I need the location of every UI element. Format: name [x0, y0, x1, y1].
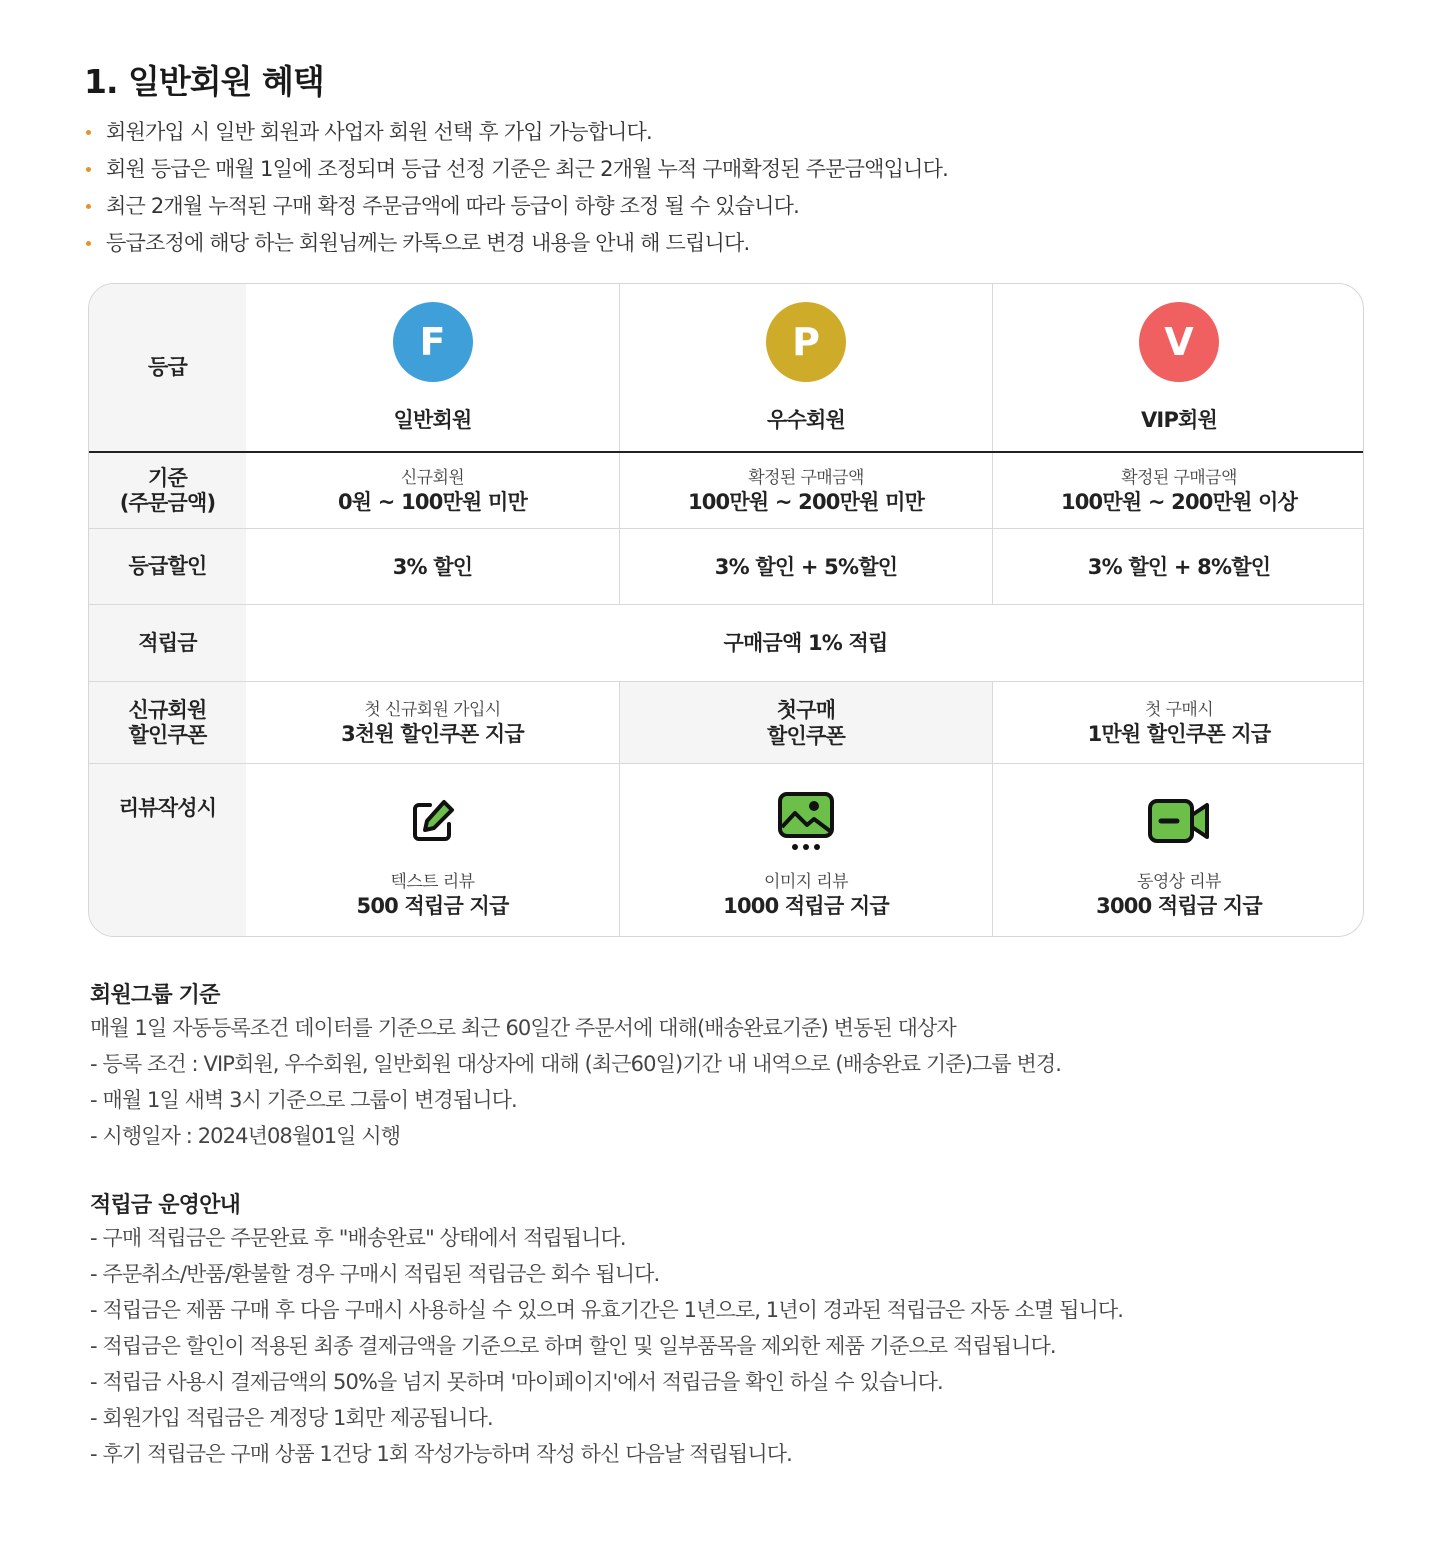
discount-cell-vip [992, 529, 1364, 604]
points-line: - 적립금은 제품 구매 후 다음 구매시 사용하실 수 있으며 유효기간은 1년으로, 1년이 경과된 적립금은 자동 소멸 됩니다. [90, 1298, 1124, 1322]
discount-row-label: 등급할인 [89, 529, 246, 604]
points-line: - 회원가입 적립금은 계정당 1회만 제공됩니다. [90, 1406, 493, 1430]
review-caption: 이미지 리뷰 [764, 872, 848, 892]
review-reward: 3000 적립금 지급 [1096, 894, 1262, 918]
review-reward: 1000 적립금 지급 [723, 894, 889, 918]
image-icon [774, 789, 838, 853]
label-line: 신규회원 [128, 697, 207, 722]
grade-cell-vip [992, 284, 1364, 451]
criteria-cell-excellent [619, 453, 992, 528]
group-line: - 등록 조건 : VIP회원, 우수회원, 일반회원 대상자에 대해 (최근60일)기간 내 내역으로 (배송완료 기준)그룹 변경. [90, 1052, 1062, 1076]
points-row [89, 605, 1364, 682]
coupon-cell-excellent [619, 682, 992, 763]
grade-name-excellent: 우수회원 [767, 407, 845, 432]
grade-badge-vip [1139, 302, 1219, 382]
discount-row [89, 529, 1364, 605]
points-section-title: 적립금 운영안내 [90, 1193, 241, 1218]
review-cell-video [992, 764, 1364, 937]
points-cell [246, 605, 1364, 681]
group-line: - 시행일자 : 2024년08월01일 시행 [90, 1124, 401, 1148]
grade-benefit-table [88, 283, 1364, 937]
review-reward: 500 적립금 지급 [356, 894, 509, 918]
video-icon [1147, 789, 1211, 853]
group-section-lines [90, 1010, 1061, 1154]
criteria-row-label [89, 453, 246, 528]
coupon-caption: 첫 구매시 [1144, 699, 1214, 720]
review-cell-text [246, 764, 619, 937]
intro-bullet-list [84, 114, 948, 262]
coupon-line: 할인쿠폰 [767, 723, 845, 748]
criteria-caption: 확정된 구매금액 [1121, 467, 1237, 488]
label-line: (주문금액) [119, 490, 216, 515]
page-title: 1. 일반회원 혜택 [84, 62, 324, 101]
grade-row-label: 등급 [89, 284, 246, 451]
intro-bullet: 회원가입 시 일반 회원과 사업자 회원 선택 후 가입 가능합니다. [84, 114, 948, 151]
points-section-lines [90, 1220, 1123, 1472]
coupon-row-label [89, 682, 246, 763]
points-line: - 적립금은 할인이 적용된 최종 결제금액을 기준으로 하며 할인 및 일부품목을 제외한 제품 기준으로 적립됩니다. [90, 1334, 1056, 1358]
criteria-value: 0원 ~ 100만원 미만 [337, 489, 527, 514]
coupon-caption: 첫 신규회원 가입시 [364, 699, 501, 720]
criteria-value: 100만원 ~ 200만원 미만 [687, 489, 925, 514]
intro-bullet: 최근 2개월 누적된 구매 확정 주문금액에 따라 등급이 하향 조정 될 수 있습니다. [84, 188, 948, 225]
grade-cell-general [246, 284, 619, 451]
coupon-row [89, 682, 1364, 764]
discount-cell-excellent [619, 529, 992, 604]
badge-letter: F [419, 319, 446, 364]
points-row-label: 적립금 [89, 605, 246, 681]
points-line: - 적립금 사용시 결제금액의 50%을 넘지 못하며 '마이페이지'에서 적립금을 확인 하실 수 있습니다. [90, 1370, 943, 1394]
grade-header-row [89, 284, 1364, 453]
discount-value: 3% 할인 + 8%할인 [1087, 554, 1271, 579]
criteria-cell-vip [992, 453, 1364, 528]
label-line: 기준 [148, 465, 187, 490]
grade-badge-general [393, 302, 473, 382]
review-caption: 동영상 리뷰 [1137, 872, 1221, 892]
coupon-value: 3천원 할인쿠폰 지급 [341, 721, 524, 746]
grade-name-vip: VIP회원 [1140, 407, 1218, 432]
label-line: 리뷰작성시 [118, 796, 217, 820]
edit-icon [401, 789, 465, 853]
group-line: 매월 1일 자동등록조건 데이터를 기준으로 최근 60일간 주문서에 대해(배송완료기준) 변동된 대상자 [90, 1016, 956, 1040]
discount-value: 3% 할인 [392, 554, 473, 579]
coupon-cell-vip [992, 682, 1364, 763]
group-section-title: 회원그룹 기준 [90, 983, 220, 1008]
grade-name-general: 일반회원 [393, 407, 472, 432]
points-value: 구매금액 1% 적립 [723, 631, 888, 655]
group-line: - 매월 1일 새벽 3시 기준으로 그룹이 변경됩니다. [90, 1088, 517, 1112]
coupon-cell-general [246, 682, 619, 763]
discount-value: 3% 할인 + 5%할인 [714, 554, 898, 579]
review-row [89, 764, 1364, 937]
points-line: - 주문취소/반품/환불할 경우 구매시 적립된 적립금은 회수 됩니다. [90, 1262, 660, 1286]
points-line: - 후기 적립금은 구매 상품 1건당 1회 작성가능하며 작성 하신 다음날 적립됩니다. [90, 1442, 792, 1466]
badge-letter: V [1164, 319, 1194, 364]
points-line: - 구매 적립금은 주문완료 후 "배송완료" 상태에서 적립됩니다. [90, 1226, 626, 1250]
criteria-cell-general [246, 453, 619, 528]
review-cell-image [619, 764, 992, 937]
grade-cell-excellent [619, 284, 992, 451]
grade-badge-excellent [766, 302, 846, 382]
coupon-line: 첫구매 [776, 697, 836, 722]
criteria-caption: 신규회원 [400, 467, 465, 488]
badge-letter: P [792, 319, 820, 364]
discount-cell-general [246, 529, 619, 604]
criteria-row [89, 453, 1364, 529]
criteria-caption: 확정된 구매금액 [748, 467, 864, 488]
review-row-label [89, 764, 246, 937]
intro-bullet: 회원 등급은 매월 1일에 조정되며 등급 선정 기준은 최근 2개월 누적 구매확정된 주문금액입니다. [84, 151, 948, 188]
label-line: 할인쿠폰 [128, 722, 207, 747]
criteria-value: 100만원 ~ 200만원 이상 [1060, 489, 1298, 514]
review-caption: 텍스트 리뷰 [390, 872, 475, 892]
coupon-value: 1만원 할인쿠폰 지급 [1087, 721, 1271, 746]
intro-bullet: 등급조정에 해당 하는 회원님께는 카톡으로 변경 내용을 안내 해 드립니다. [84, 225, 948, 262]
